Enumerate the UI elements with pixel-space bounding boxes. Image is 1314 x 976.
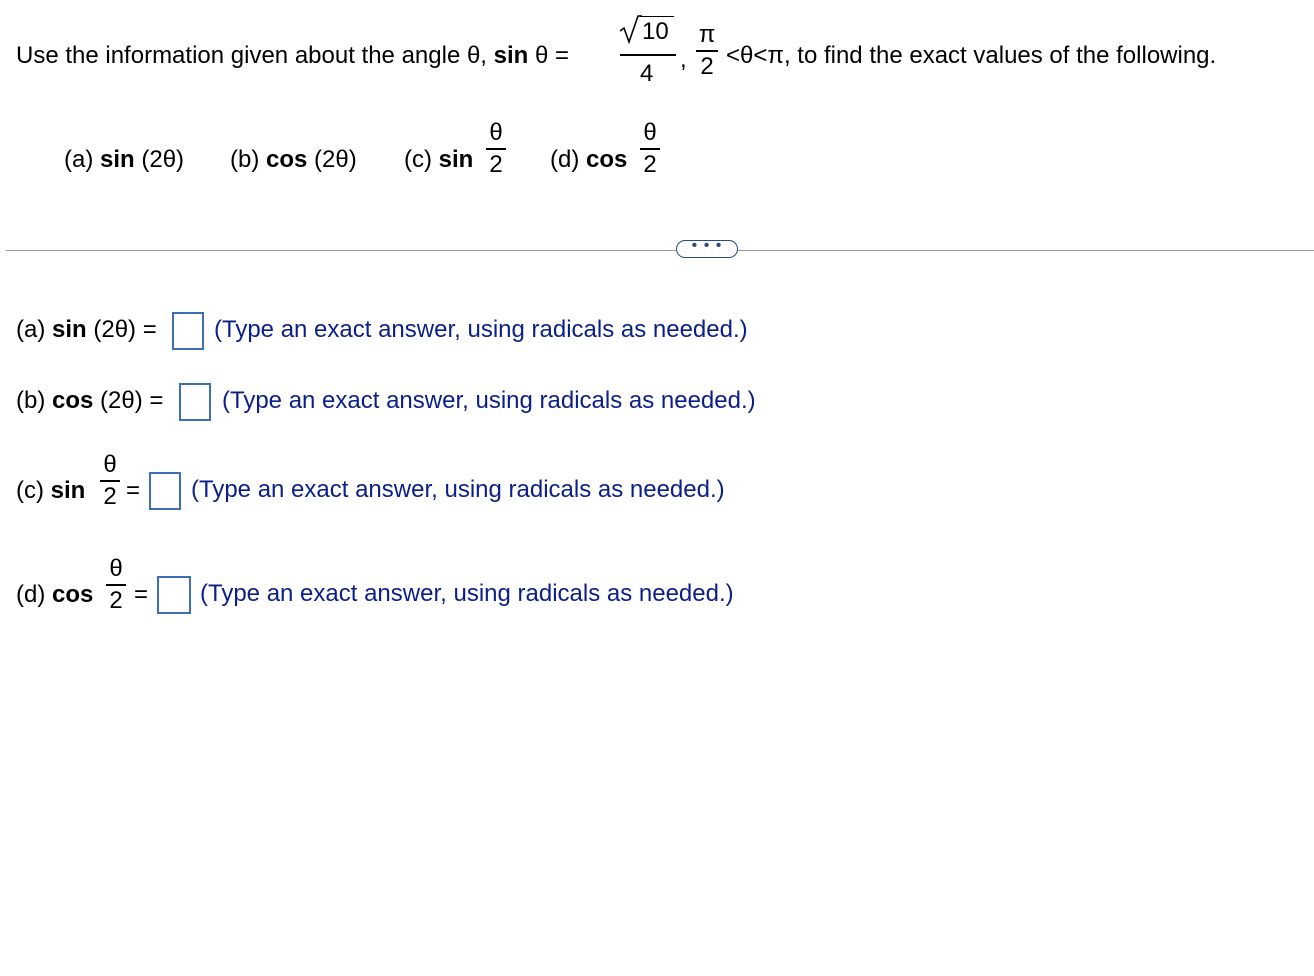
sqrt-radicand: 10 bbox=[642, 18, 669, 45]
answer-a-label: (a) sin (2θ) = bbox=[16, 316, 157, 343]
question-prefix: Use the information given about the angle θ, sin θ = bbox=[16, 42, 570, 69]
answer-b-label: (b) cos (2θ) = bbox=[16, 387, 164, 414]
answer-d-equals: = bbox=[134, 581, 149, 608]
answer-b-input[interactable] bbox=[179, 383, 211, 421]
answer-d-fraction: θ 2 bbox=[106, 556, 126, 614]
answer-d-label: (d) cos bbox=[16, 581, 94, 608]
answer-c-label: (c) sin bbox=[16, 477, 86, 504]
answer-c-hint: (Type an exact answer, using radicals as needed.) bbox=[191, 476, 725, 503]
part-d-fraction: θ 2 bbox=[640, 120, 660, 178]
more-options-button[interactable]: • • • bbox=[676, 240, 738, 258]
answer-d-hint: (Type an exact answer, using radicals as needed.) bbox=[200, 580, 734, 607]
range-suffix: <θ<π, to find the exact values of the following. bbox=[726, 42, 1217, 69]
pi-over-two-fraction: π 2 bbox=[696, 22, 718, 80]
answer-c-equals: = bbox=[126, 477, 141, 504]
part-c-label: (c) sin bbox=[404, 146, 474, 173]
part-a-label: (a) sin (2θ) bbox=[64, 146, 185, 173]
answer-a-hint: (Type an exact answer, using radicals as needed.) bbox=[214, 316, 748, 343]
part-b-label: (b) cos (2θ) bbox=[230, 146, 357, 173]
answer-c-fraction: θ 2 bbox=[100, 452, 120, 510]
section-divider bbox=[6, 250, 1314, 251]
answer-c-input[interactable] bbox=[149, 472, 181, 510]
answer-d-input[interactable] bbox=[157, 576, 191, 614]
radical-sign-icon bbox=[618, 14, 642, 44]
fraction-denominator: 4 bbox=[640, 60, 654, 87]
comma: , bbox=[680, 46, 687, 73]
answer-a-input[interactable] bbox=[172, 312, 204, 350]
part-c-fraction: θ 2 bbox=[486, 120, 506, 178]
part-d-label: (d) cos bbox=[550, 146, 628, 173]
answer-b-hint: (Type an exact answer, using radicals as needed.) bbox=[222, 387, 756, 414]
